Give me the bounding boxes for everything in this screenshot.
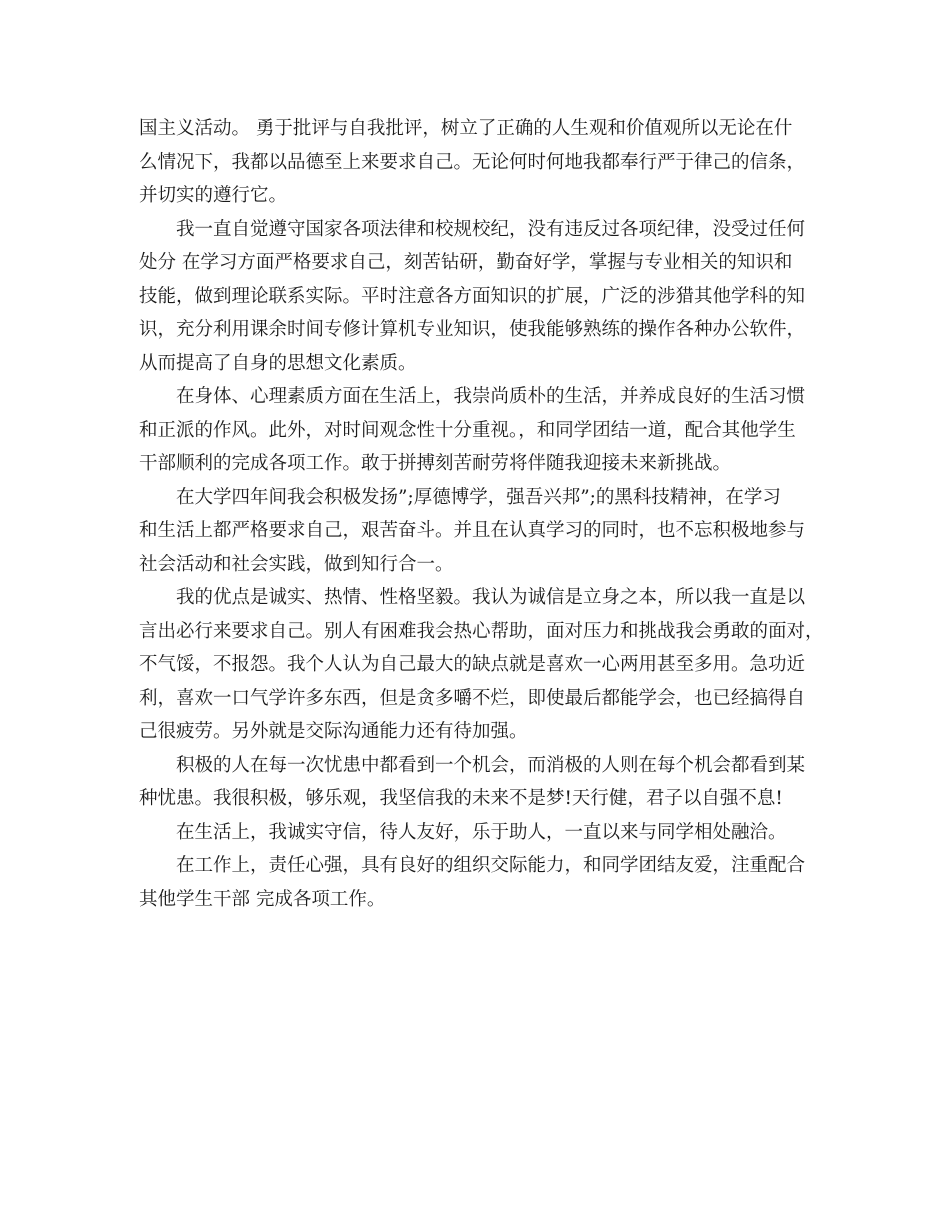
- paragraph-2: [139, 213, 819, 381]
- text-line: 社会活动和社会实践，做到知行合一。: [139, 553, 454, 575]
- text-line: 国主义活动。 勇于批评与自我批评，树立了正确的人生观和价值观所以无论在什: [139, 118, 793, 139]
- text-line: 技能，做到理论联系实际。平时注意各方面知识的扩展，广泛的涉猎其他学科的知: [139, 285, 806, 307]
- text-line: 在身体、心理素质方面在生活上，我崇尚质朴的生活，并养成良好的生活习惯: [176, 386, 806, 407]
- text-line: 不气馁，不报怨。我个人认为自己最大的缺点就是喜欢一心两用甚至多用。急功近: [139, 654, 806, 675]
- text-line: 么情况下，我都以品德至上来要求自己。无论何时何地我都奉行严于律己的信条，: [139, 151, 806, 173]
- paragraph-3: [139, 380, 819, 481]
- text-line: 积极的人在每一次忧患中都看到一个机会，而消极的人则在每个机会都看到某: [176, 754, 806, 776]
- paragraph-1: [139, 112, 819, 213]
- document-body: [139, 112, 824, 916]
- paragraph-7: [139, 816, 819, 850]
- paragraph-5: [139, 581, 824, 749]
- text-line: 识，充分利用课余时间专修计算机专业知识，使我能够熟练的操作各种办公软件，: [139, 319, 806, 340]
- text-line: 种忧患。我很积极，够乐观，我坚信我的未来不是梦!天行健，君子以自强不息!: [139, 788, 783, 809]
- text-line: 在大学四年间我会积极发扬”;厚德博学，强吾兴邦”;的黑科技精神，在学习: [176, 486, 781, 508]
- paragraph-6: [139, 749, 819, 816]
- text-line: 处分 在学习方面严格要求自己，刻苦钻研，勤奋好学，掌握与专业相关的知识和: [139, 252, 793, 273]
- text-line: 利，喜欢一口气学许多东西，但是贪多嚼不烂，即使最后都能学会，也已经搞得自: [139, 687, 806, 709]
- text-line: 在工作上，责任心强，具有良好的组织交际能力，和同学团结友爱，注重配合: [176, 855, 806, 876]
- text-line: 并切实的遵行它。: [139, 185, 288, 206]
- paragraph-8: [139, 849, 819, 916]
- text-line: 和正派的作风。此外，对时间观念性十分重视。，和同学团结一道，配合其他学生: [139, 419, 796, 441]
- text-line: 己很疲劳。另外就是交际沟通能力还有待加强。: [139, 721, 528, 742]
- text-line: 从而提高了自身的思想文化素质。: [139, 352, 417, 374]
- text-line: 其他学生干部 完成各项工作。: [139, 888, 386, 910]
- text-line: 和生活上都严格要求自己，艰苦奋斗。并且在认真学习的同时，也不忘积极地参与: [139, 520, 806, 541]
- text-line: 言出必行来要求自己。别人有困难我会热心帮助，面对压力和挑战我会勇敢的面对，: [139, 620, 824, 642]
- text-line: 在生活上，我诚实守信，待人友好，乐于助人，一直以来与同学相处融洽。: [176, 821, 787, 843]
- text-line: 我一直自觉遵守国家各项法律和校规校纪，没有违反过各项纪律，没受过任何: [176, 218, 806, 240]
- text-line: 干部顺利的完成各项工作。敢于拼搏刻苦耐劳将伴随我迎接未来新挑战。: [139, 453, 732, 474]
- text-line: 我的优点是诚实、热情、性格坚毅。我认为诚信是立身之本，所以我一直是以: [176, 587, 806, 608]
- paragraph-4: [139, 481, 819, 582]
